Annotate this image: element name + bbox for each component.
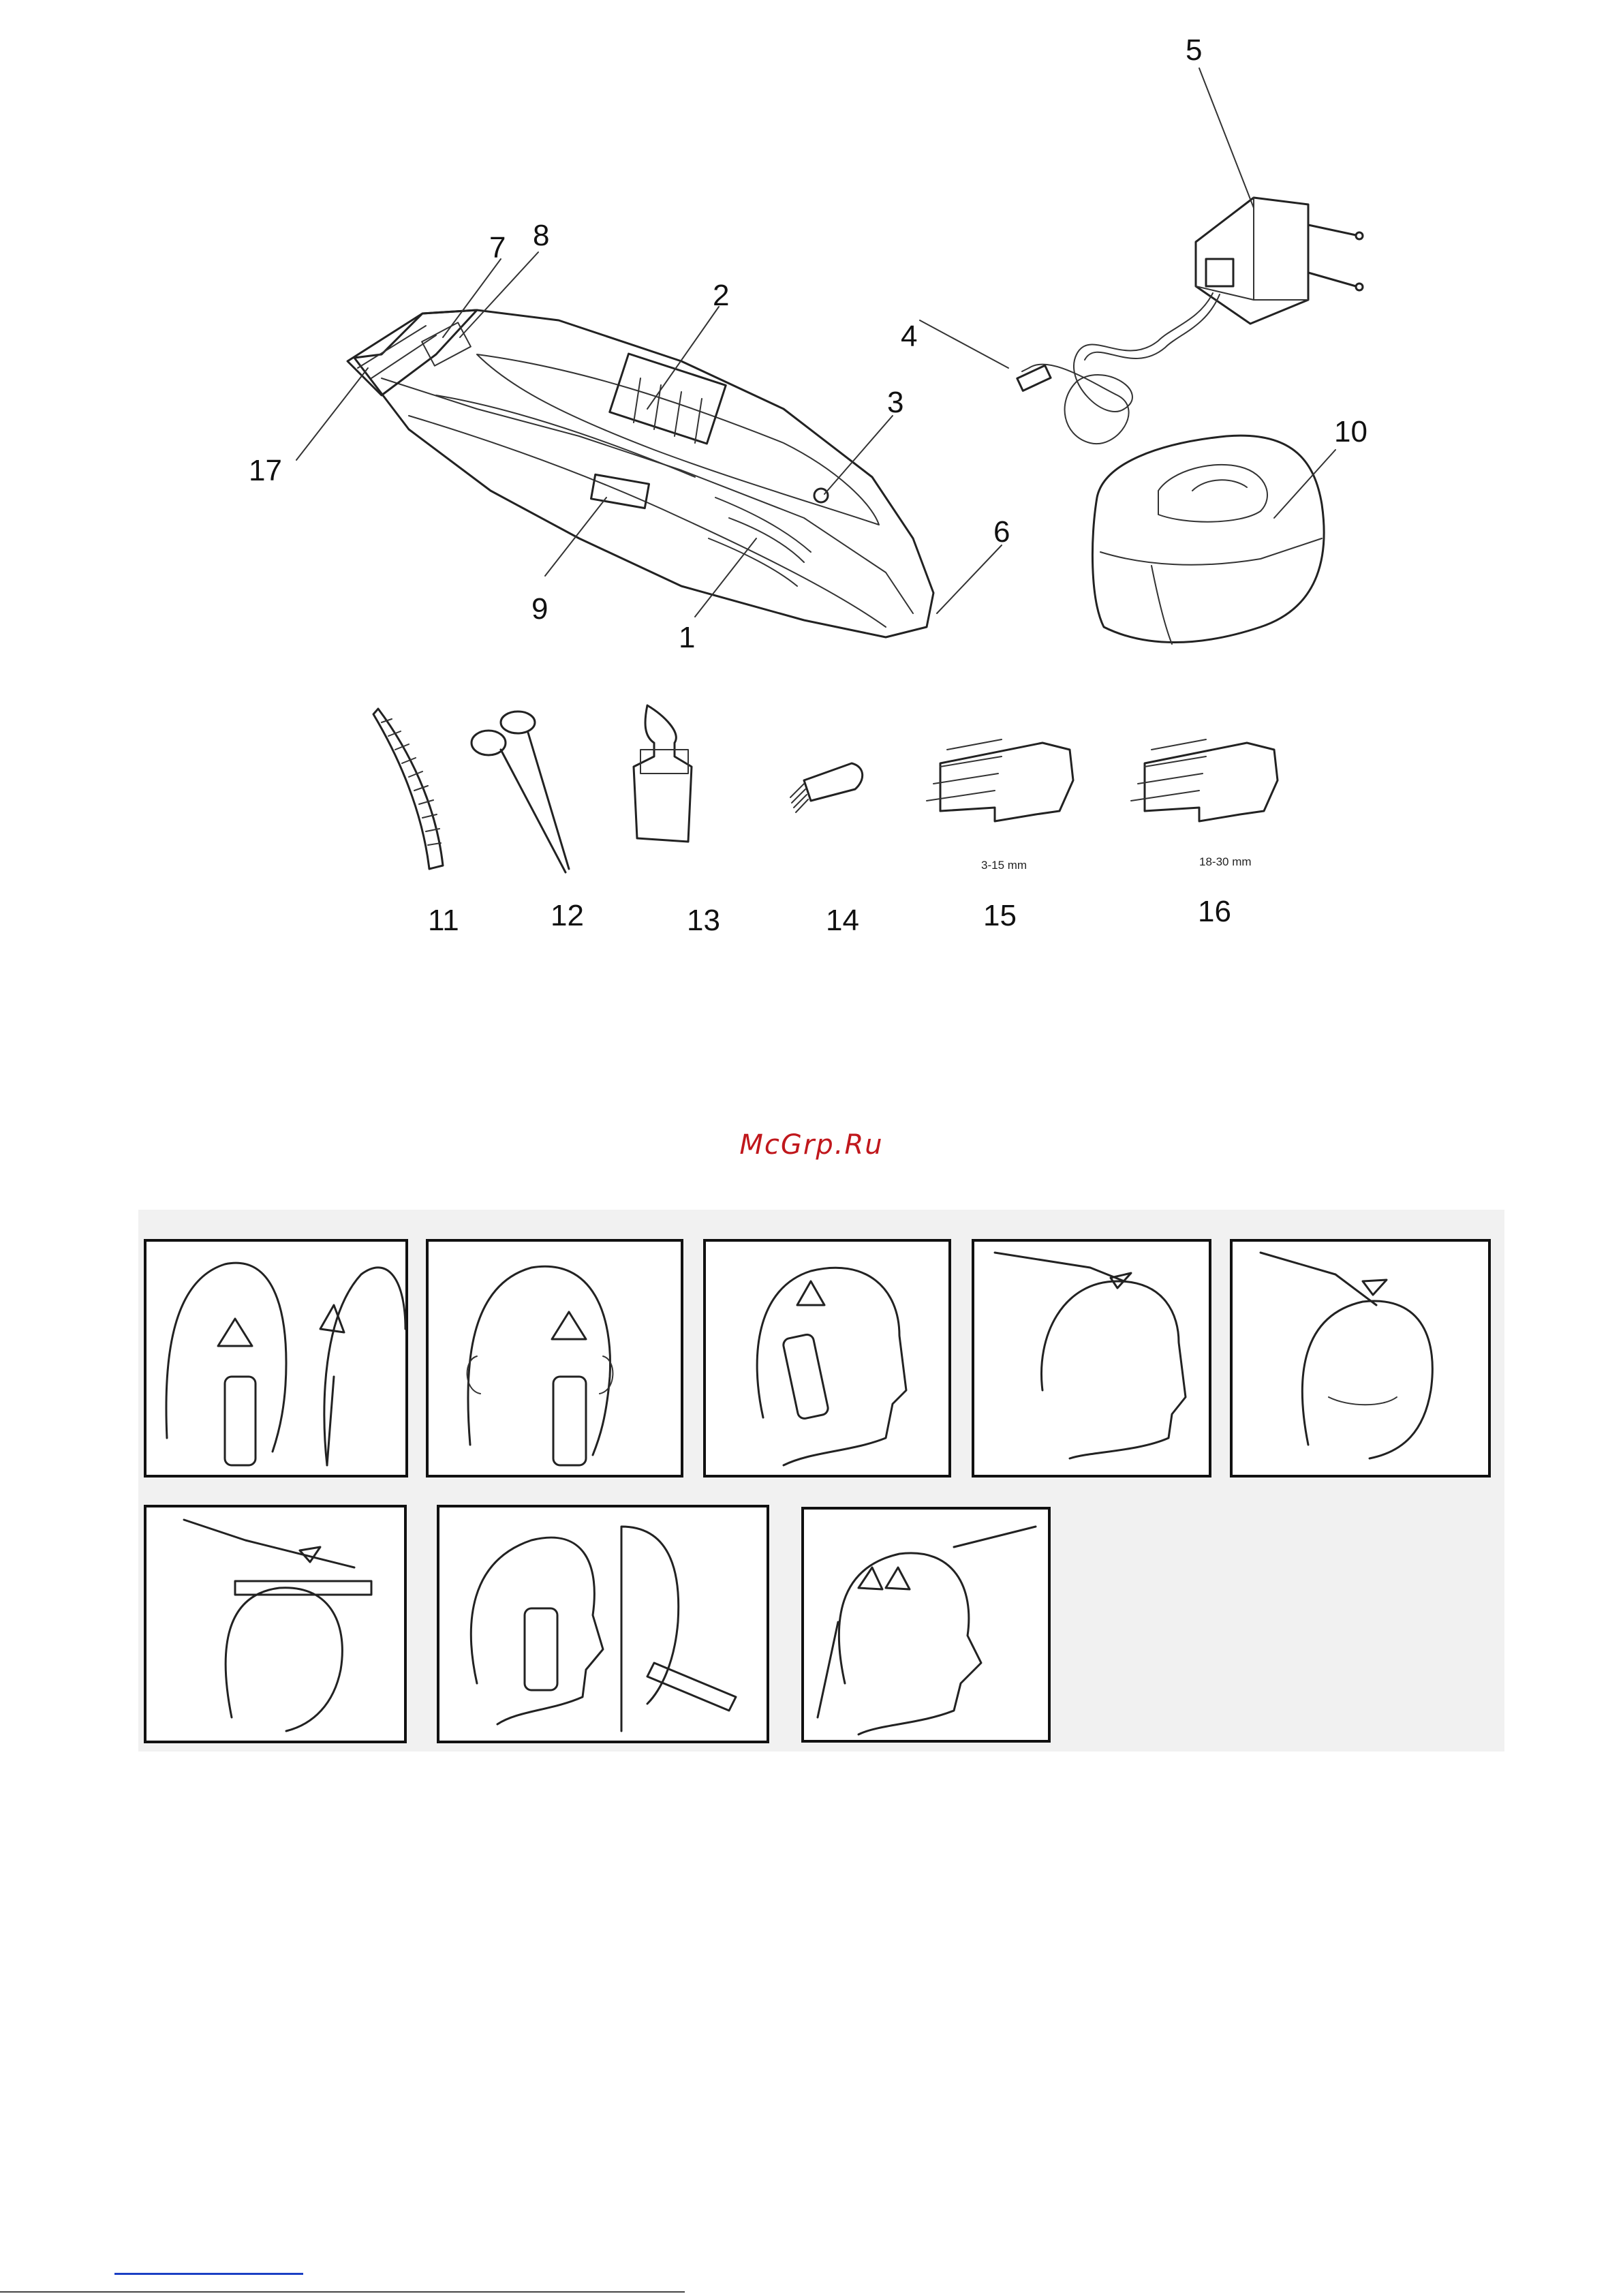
part-label-6: 6 — [993, 515, 1010, 549]
part-label-10: 10 — [1334, 415, 1367, 448]
comb-16-size: 18-30 mm — [1199, 855, 1252, 868]
step-panel-2 — [427, 1240, 682, 1476]
step-panel-1 — [145, 1240, 407, 1476]
product-diagram — [0, 0, 1623, 1022]
leader-lines — [296, 68, 1335, 617]
part-label-17: 17 — [249, 454, 282, 487]
part-label-2: 2 — [713, 279, 730, 312]
part-label-1: 1 — [679, 621, 696, 654]
step-panel-3 — [705, 1240, 950, 1476]
step-panel-4 — [973, 1240, 1210, 1476]
step-panel-6 — [145, 1506, 405, 1742]
part-label-13: 13 — [687, 904, 720, 937]
part-label-3: 3 — [887, 386, 904, 419]
part-label-9: 9 — [531, 592, 548, 626]
part-label-11: 11 — [428, 904, 459, 937]
clipper-illustration — [347, 310, 933, 637]
part-label-12: 12 — [551, 899, 584, 932]
adapter-illustration — [1017, 198, 1363, 444]
part-label-14: 14 — [826, 904, 859, 937]
part-label-5: 5 — [1186, 33, 1203, 67]
part-label-16: 16 — [1198, 895, 1231, 928]
footer-divider — [0, 2291, 685, 2293]
step-panel-7 — [438, 1506, 768, 1742]
part-label-7: 7 — [489, 231, 506, 264]
comb-15-size: 3-15 mm — [981, 859, 1027, 872]
part-label-4: 4 — [901, 320, 918, 353]
step-panel-5 — [1231, 1240, 1489, 1476]
accessories-illustration — [373, 705, 1278, 872]
charging-stand-illustration — [1092, 435, 1324, 644]
part-label-15: 15 — [983, 899, 1017, 932]
footer-link-underline[interactable] — [114, 2273, 303, 2275]
watermark: McGrp.Ru — [739, 1129, 884, 1161]
part-label-8: 8 — [533, 219, 550, 252]
step-panel-8 — [803, 1508, 1049, 1741]
